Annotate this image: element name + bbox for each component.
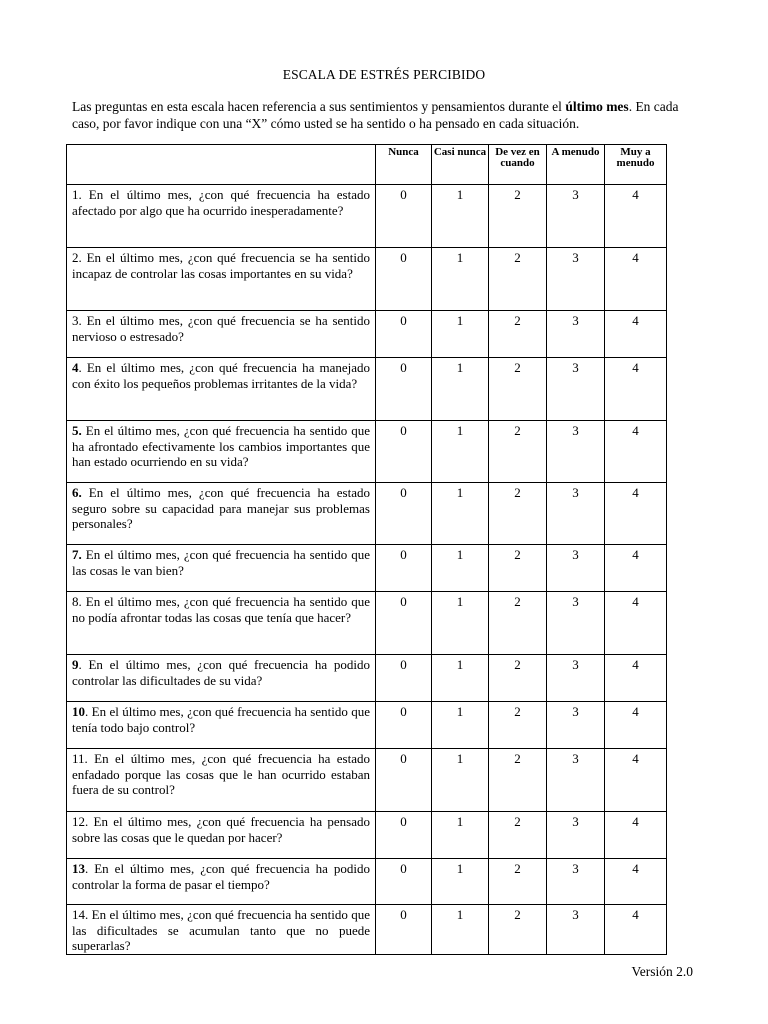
question-number: 11. (72, 751, 88, 766)
question-number: 13 (72, 861, 85, 876)
answer-cell-casi-nunca[interactable]: 1 (432, 358, 489, 421)
table-row (67, 812, 667, 859)
answer-cell-a-menudo[interactable]: 3 (547, 358, 605, 421)
question-text-cell (67, 421, 376, 483)
answer-cell-muy-a-menudo[interactable]: 4 (605, 545, 667, 592)
answer-cell-a-menudo[interactable]: 3 (547, 812, 605, 859)
answer-cell-nunca[interactable]: 0 (376, 859, 432, 905)
instructions-text-start: Las preguntas en esta escala hacen referencia a sus sentimientos y pensamientos durante el (72, 99, 566, 114)
question-text-cell (67, 185, 376, 248)
answer-cell-nunca[interactable]: 0 (376, 812, 432, 859)
table-row (67, 655, 667, 702)
table-row (67, 905, 667, 955)
answer-cell-a-menudo[interactable]: 3 (547, 905, 605, 955)
answer-cell-muy-a-menudo[interactable]: 4 (605, 749, 667, 812)
column-header-nunca: Nunca (376, 145, 432, 185)
question-text: En el último mes, ¿con qué frecuencia ha estado enfadado porque las cosas que le han ocurrido estaban fuera de su control? (72, 751, 370, 798)
answer-cell-a-menudo[interactable]: 3 (547, 859, 605, 905)
question-text: . En el último mes, ¿con qué frecuencia ha podido controlar la forma de pasar el tiempo? (72, 861, 370, 892)
answer-cell-a-menudo[interactable]: 3 (547, 421, 605, 483)
question-number: 10 (72, 704, 85, 719)
question-text: En el último mes, ¿con qué frecuencia ha pensado sobre las cosas que le quedan por hacer? (72, 814, 370, 845)
column-header-de-vez-en-cuando: De vez en cuando (489, 145, 547, 185)
answer-cell-casi-nunca[interactable]: 1 (432, 483, 489, 545)
answer-cell-de-vez-en-cuando[interactable]: 2 (489, 702, 547, 749)
answer-cell-nunca[interactable]: 0 (376, 702, 432, 749)
question-number: 8. (72, 594, 82, 609)
question-text: En el último mes, ¿con qué frecuencia ha sentido que no podía afrontar todas las cosas que tenía que hacer? (72, 594, 370, 625)
answer-cell-a-menudo[interactable]: 3 (547, 248, 605, 311)
question-text-cell (67, 655, 376, 702)
answer-cell-de-vez-en-cuando[interactable]: 2 (489, 185, 547, 248)
question-number: 6. (72, 485, 82, 500)
answer-cell-a-menudo[interactable]: 3 (547, 749, 605, 812)
table-row (67, 592, 667, 655)
answer-cell-muy-a-menudo[interactable]: 4 (605, 311, 667, 358)
question-text-cell (67, 905, 376, 955)
table-row (67, 311, 667, 358)
question-text: En el último mes, ¿con qué frecuencia ha sentido que las dificultades se acumulan tanto que no puede superarlas? (72, 907, 370, 954)
question-text-cell (67, 812, 376, 859)
table-row (67, 185, 667, 248)
answer-cell-muy-a-menudo[interactable]: 4 (605, 702, 667, 749)
answer-cell-muy-a-menudo[interactable]: 4 (605, 421, 667, 483)
table-row (67, 859, 667, 905)
column-header-muy-a-menudo: Muy a menudo (605, 145, 667, 185)
question-text-cell (67, 358, 376, 421)
answer-cell-a-menudo[interactable]: 3 (547, 545, 605, 592)
answer-cell-muy-a-menudo[interactable]: 4 (605, 185, 667, 248)
answer-cell-casi-nunca[interactable]: 1 (432, 812, 489, 859)
question-number: 5. (72, 423, 82, 438)
answer-cell-de-vez-en-cuando[interactable]: 2 (489, 592, 547, 655)
table-row (67, 749, 667, 812)
table-row (67, 421, 667, 483)
instructions-paragraph (72, 98, 694, 132)
answer-cell-casi-nunca[interactable]: 1 (432, 749, 489, 812)
answer-cell-a-menudo[interactable]: 3 (547, 311, 605, 358)
answer-cell-de-vez-en-cuando[interactable]: 2 (489, 655, 547, 702)
answer-cell-nunca[interactable]: 0 (376, 905, 432, 955)
answer-cell-a-menudo[interactable]: 3 (547, 655, 605, 702)
answer-cell-nunca[interactable]: 0 (376, 421, 432, 483)
version-label: Versión 2.0 (631, 964, 693, 979)
answer-cell-de-vez-en-cuando[interactable]: 2 (489, 483, 547, 545)
answer-cell-nunca[interactable]: 0 (376, 592, 432, 655)
answer-cell-casi-nunca[interactable]: 1 (432, 311, 489, 358)
question-number: 12. (72, 814, 89, 829)
answer-cell-casi-nunca[interactable]: 1 (432, 421, 489, 483)
answer-cell-casi-nunca[interactable]: 1 (432, 545, 489, 592)
answer-cell-de-vez-en-cuando[interactable]: 2 (489, 749, 547, 812)
answer-cell-de-vez-en-cuando[interactable]: 2 (489, 859, 547, 905)
question-column-header (67, 145, 376, 185)
answer-cell-muy-a-menudo[interactable]: 4 (605, 358, 667, 421)
question-text: En el último mes, ¿con qué frecuencia se ha sentido incapaz de controlar las cosas importantes en su vida? (72, 250, 370, 281)
question-text: . En el último mes, ¿con qué frecuencia ha manejado con éxito los pequeños problemas irritantes de la vida? (72, 360, 370, 391)
question-number: 1. (72, 187, 82, 202)
question-text-cell (67, 749, 376, 812)
question-text-cell (67, 483, 376, 545)
answer-cell-nunca[interactable]: 0 (376, 749, 432, 812)
table-row (67, 358, 667, 421)
table-row (67, 483, 667, 545)
answer-cell-de-vez-en-cuando[interactable]: 2 (489, 358, 547, 421)
answer-cell-casi-nunca[interactable]: 1 (432, 592, 489, 655)
question-text: En el último mes, ¿con qué frecuencia ha estado afectado por algo que ha ocurrido inesperadamente? (72, 187, 370, 218)
answer-cell-muy-a-menudo[interactable]: 4 (605, 483, 667, 545)
question-text: En el último mes, ¿con qué frecuencia ha sentido que ha afrontado efectivamente los cambios importantes que han estado ocurriendo en su vida? (72, 423, 370, 470)
question-number: 4 (72, 360, 79, 375)
answer-cell-casi-nunca[interactable]: 1 (432, 185, 489, 248)
question-text-cell (67, 592, 376, 655)
answer-cell-casi-nunca[interactable]: 1 (432, 248, 489, 311)
question-text-cell (67, 248, 376, 311)
answer-cell-nunca[interactable]: 0 (376, 483, 432, 545)
table-row (67, 248, 667, 311)
question-number: 9 (72, 657, 79, 672)
question-text-cell (67, 859, 376, 905)
answer-cell-casi-nunca[interactable]: 1 (432, 702, 489, 749)
answer-cell-muy-a-menudo[interactable]: 4 (605, 859, 667, 905)
table-row (67, 545, 667, 592)
answer-cell-nunca[interactable]: 0 (376, 545, 432, 592)
question-number: 2. (72, 250, 82, 265)
instructions-emphasis: último mes (565, 99, 629, 114)
question-text: En el último mes, ¿con qué frecuencia ha sentido que las cosas le van bien? (72, 547, 370, 578)
question-text-cell (67, 545, 376, 592)
answer-cell-casi-nunca[interactable]: 1 (432, 859, 489, 905)
question-number: 7. (72, 547, 82, 562)
question-text-cell (67, 311, 376, 358)
answer-cell-muy-a-menudo[interactable]: 4 (605, 655, 667, 702)
answer-cell-casi-nunca[interactable]: 1 (432, 905, 489, 955)
question-text: En el último mes, ¿con qué frecuencia ha estado seguro sobre su capacidad para manejar sus problemas personales? (72, 485, 370, 532)
answer-cell-de-vez-en-cuando[interactable]: 2 (489, 248, 547, 311)
answer-cell-nunca[interactable]: 0 (376, 248, 432, 311)
answer-cell-de-vez-en-cuando[interactable]: 2 (489, 311, 547, 358)
answer-cell-nunca[interactable]: 0 (376, 655, 432, 702)
table-row (67, 702, 667, 749)
answer-cell-muy-a-menudo[interactable]: 4 (605, 812, 667, 859)
answer-cell-muy-a-menudo[interactable]: 4 (605, 592, 667, 655)
question-text: . En el último mes, ¿con qué frecuencia ha sentido que tenía todo bajo control? (72, 704, 370, 735)
column-header-a-menudo: A menudo (547, 145, 605, 185)
question-number: 3. (72, 313, 82, 328)
column-header-casi-nunca: Casi nunca (432, 145, 489, 185)
question-text: En el último mes, ¿con qué frecuencia se ha sentido nervioso o estresado? (72, 313, 370, 344)
answer-cell-muy-a-menudo[interactable]: 4 (605, 248, 667, 311)
question-text: . En el último mes, ¿con qué frecuencia ha podido controlar las dificultades de su vida? (72, 657, 370, 688)
answer-cell-a-menudo[interactable]: 3 (547, 483, 605, 545)
answer-cell-de-vez-en-cuando[interactable]: 2 (489, 545, 547, 592)
answer-cell-a-menudo[interactable]: 3 (547, 592, 605, 655)
question-text-cell (67, 702, 376, 749)
answer-cell-nunca[interactable]: 0 (376, 311, 432, 358)
page-title: ESCALA DE ESTRÉS PERCIBIDO (282, 67, 486, 82)
answer-cell-de-vez-en-cuando[interactable]: 2 (489, 421, 547, 483)
answer-cell-nunca[interactable]: 0 (376, 185, 432, 248)
answer-cell-de-vez-en-cuando[interactable]: 2 (489, 905, 547, 955)
answer-cell-muy-a-menudo[interactable]: 4 (605, 905, 667, 955)
instructions-text-end: . En cada caso, por favor indique con una “X” cómo usted se ha sentido o ha pensado en cada situación. (72, 99, 679, 131)
answer-cell-a-menudo[interactable]: 3 (547, 702, 605, 749)
question-number: 14. (72, 907, 89, 922)
answer-cell-a-menudo[interactable]: 3 (547, 185, 605, 248)
questionnaire-table (66, 144, 667, 955)
answer-cell-nunca[interactable]: 0 (376, 358, 432, 421)
answer-cell-casi-nunca[interactable]: 1 (432, 655, 489, 702)
table-header-row (67, 145, 667, 185)
answer-cell-de-vez-en-cuando[interactable]: 2 (489, 812, 547, 859)
